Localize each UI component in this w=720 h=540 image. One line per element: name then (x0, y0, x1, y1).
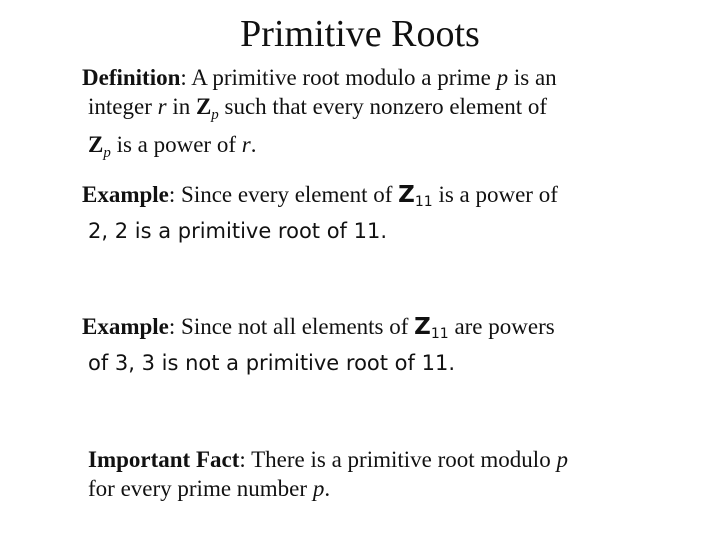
important-fact-line-2: for every prime number p. (88, 476, 331, 501)
important-fact-line-1: Important Fact: There is a primitive root modulo p (88, 447, 568, 472)
example-1-line-1: Example: Since every element of Z11 is a power of (82, 182, 558, 211)
example-2-line-2: of 3, 3 is not a primitive root of 11. (88, 351, 455, 376)
example-1-block (82, 180, 558, 246)
important-fact-label: Important Fact (88, 447, 240, 472)
example-2-label: Example (82, 314, 169, 339)
definition-block (82, 63, 557, 168)
definition-line-3: $Z_p$ is a power of r. (88, 132, 257, 162)
definition-line-1: Definition: A primitive root modulo a prime p is an (82, 65, 557, 90)
slide-title: Primitive Roots (240, 13, 480, 55)
important-fact-block (88, 445, 568, 503)
example-1-line-2: 2, 2 is a primitive root of 11. (88, 219, 388, 244)
definition-label: Definition (82, 65, 181, 90)
definition-line-2: integer r in $Z_p$ such that every nonzero element of (88, 94, 548, 124)
example-2-line-1: Example: Since not all elements of Z11 are powers (82, 314, 555, 343)
example-2-block (82, 312, 555, 378)
example-1-label: Example (82, 182, 169, 207)
